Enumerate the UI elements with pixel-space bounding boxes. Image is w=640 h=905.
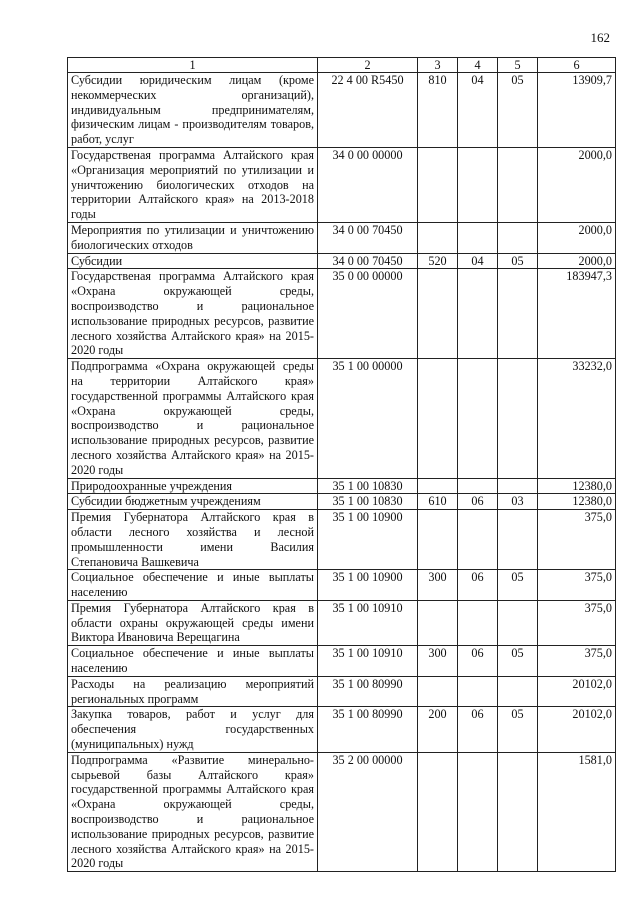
table-row [68, 269, 616, 359]
row-code-cell: 34 0 00 70450 [318, 222, 418, 253]
row-name-cell: Премия Губернатора Алтайского края в области охраны окружающей среды имени Виктора Ивановича Верещагина [68, 600, 318, 645]
row-expense-type-cell: 300 [418, 646, 458, 677]
row-subsection-cell [498, 676, 538, 707]
page-number: 162 [590, 30, 610, 45]
row-subsection-cell: 03 [498, 494, 538, 510]
table-row [68, 147, 616, 222]
budget-table [67, 57, 616, 872]
row-section-cell [458, 676, 498, 707]
row-expense-type-cell [418, 147, 458, 222]
row-expense-type-cell [418, 676, 458, 707]
row-expense-type-cell: 520 [418, 253, 458, 269]
table-row [68, 253, 616, 269]
row-subsection-cell [498, 222, 538, 253]
row-name-cell: Государственая программа Алтайского края «Организация мероприятий по утилизации и уничтожению биологических отходов на территории Алтайского края» на 2013-2018 годы [68, 147, 318, 222]
row-section-cell [458, 269, 498, 359]
table-row [68, 570, 616, 601]
row-section-cell: 06 [458, 570, 498, 601]
row-code-cell: 35 1 00 00000 [318, 359, 418, 478]
row-code-cell: 35 1 00 80990 [318, 676, 418, 707]
row-expense-type-cell [418, 478, 458, 494]
column-header: 1 [68, 58, 318, 73]
row-name-cell: Подпрограмма «Охрана окружающей среды на территории Алтайского края» государственной программы Алтайского края «Охрана окружающей среды, воспроизводство и рациональное использование природных ресурсов, развитие лесного хозяйства Алтайского края» на 2015-2020 годы [68, 359, 318, 478]
row-name-cell: Государственая программа Алтайского края «Охрана окружающей среды, воспроизводство и рациональное использование природных ресурсов, развитие лесного хозяйства Алтайского края» на 2015-2020 годы [68, 269, 318, 359]
row-subsection-cell: 05 [498, 253, 538, 269]
row-amount-cell: 13909,7 [538, 73, 616, 148]
row-code-cell: 22 4 00 R5450 [318, 73, 418, 148]
row-amount-cell: 183947,3 [538, 269, 616, 359]
row-subsection-cell: 05 [498, 570, 538, 601]
row-name-cell: Премия Губернатора Алтайского края в области лесного хозяйства и лесной промышленности имени Василия Степановича Вашкевича [68, 510, 318, 570]
row-subsection-cell [498, 600, 538, 645]
table-row [68, 73, 616, 148]
row-section-cell: 06 [458, 707, 498, 752]
table-row [68, 359, 616, 478]
table-row [68, 752, 616, 871]
row-amount-cell: 375,0 [538, 510, 616, 570]
row-code-cell: 35 1 00 80990 [318, 707, 418, 752]
row-section-cell: 06 [458, 646, 498, 677]
row-expense-type-cell [418, 510, 458, 570]
row-amount-cell: 12380,0 [538, 478, 616, 494]
row-amount-cell: 20102,0 [538, 676, 616, 707]
row-amount-cell: 2000,0 [538, 222, 616, 253]
column-header: 2 [318, 58, 418, 73]
row-name-cell: Субсидии бюджетным учреждениям [68, 494, 318, 510]
row-expense-type-cell: 610 [418, 494, 458, 510]
row-code-cell: 35 1 00 10900 [318, 570, 418, 601]
row-code-cell: 35 2 00 00000 [318, 752, 418, 871]
row-subsection-cell: 05 [498, 707, 538, 752]
row-amount-cell: 2000,0 [538, 253, 616, 269]
row-expense-type-cell [418, 600, 458, 645]
row-subsection-cell: 05 [498, 73, 538, 148]
row-amount-cell: 375,0 [538, 600, 616, 645]
row-code-cell: 34 0 00 70450 [318, 253, 418, 269]
row-code-cell: 35 1 00 10910 [318, 646, 418, 677]
row-section-cell [458, 359, 498, 478]
row-section-cell: 04 [458, 253, 498, 269]
row-subsection-cell [498, 752, 538, 871]
table-row [68, 707, 616, 752]
column-header: 4 [458, 58, 498, 73]
row-name-cell: Социальное обеспечение и иные выплаты населению [68, 570, 318, 601]
row-subsection-cell [498, 269, 538, 359]
table-header-row [68, 58, 616, 73]
row-code-cell: 35 1 00 10830 [318, 494, 418, 510]
row-code-cell: 35 1 00 10900 [318, 510, 418, 570]
row-section-cell [458, 222, 498, 253]
table-row [68, 494, 616, 510]
row-section-cell [458, 752, 498, 871]
row-amount-cell: 20102,0 [538, 707, 616, 752]
row-expense-type-cell: 300 [418, 570, 458, 601]
row-name-cell: Закупка товаров, работ и услуг для обеспечения государственных (муниципальных) нужд [68, 707, 318, 752]
row-name-cell: Субсидии юридическим лицам (кроме некоммерческих организаций), индивидуальным предпринимателям, физическим лицам - производителям товаров, работ, услуг [68, 73, 318, 148]
column-header: 6 [538, 58, 616, 73]
row-amount-cell: 375,0 [538, 646, 616, 677]
row-amount-cell: 1581,0 [538, 752, 616, 871]
table-row [68, 478, 616, 494]
row-subsection-cell [498, 510, 538, 570]
table-row [68, 510, 616, 570]
row-name-cell: Социальное обеспечение и иные выплаты населению [68, 646, 318, 677]
row-subsection-cell [498, 478, 538, 494]
row-expense-type-cell [418, 359, 458, 478]
row-expense-type-cell [418, 269, 458, 359]
table-row [68, 600, 616, 645]
row-name-cell: Расходы на реализацию мероприятий региональных программ [68, 676, 318, 707]
row-amount-cell: 2000,0 [538, 147, 616, 222]
row-section-cell [458, 600, 498, 645]
row-section-cell: 06 [458, 494, 498, 510]
row-subsection-cell [498, 359, 538, 478]
row-name-cell: Подпрограмма «Развитие минерально-сырьевой базы Алтайского края» государственной программы Алтайского края «Охрана окружающей среды, воспроизводство и рациональное использование природных ресурсов, развитие лесного хозяйства Алтайского края» на 2015-2020 годы [68, 752, 318, 871]
row-section-cell [458, 510, 498, 570]
row-code-cell: 35 1 00 10910 [318, 600, 418, 645]
row-name-cell: Субсидии [68, 253, 318, 269]
row-name-cell: Природоохранные учреждения [68, 478, 318, 494]
row-amount-cell: 12380,0 [538, 494, 616, 510]
table-row [68, 676, 616, 707]
row-expense-type-cell: 810 [418, 73, 458, 148]
row-expense-type-cell [418, 752, 458, 871]
row-section-cell [458, 147, 498, 222]
row-code-cell: 35 0 00 00000 [318, 269, 418, 359]
row-expense-type-cell: 200 [418, 707, 458, 752]
row-subsection-cell: 05 [498, 646, 538, 677]
row-amount-cell: 33232,0 [538, 359, 616, 478]
row-name-cell: Мероприятия по утилизации и уничтожению биологических отходов [68, 222, 318, 253]
row-subsection-cell [498, 147, 538, 222]
row-section-cell: 04 [458, 73, 498, 148]
column-header: 5 [498, 58, 538, 73]
row-section-cell [458, 478, 498, 494]
row-code-cell: 35 1 00 10830 [318, 478, 418, 494]
row-expense-type-cell [418, 222, 458, 253]
row-code-cell: 34 0 00 00000 [318, 147, 418, 222]
table-row [68, 222, 616, 253]
row-amount-cell: 375,0 [538, 570, 616, 601]
table-row [68, 646, 616, 677]
column-header: 3 [418, 58, 458, 73]
